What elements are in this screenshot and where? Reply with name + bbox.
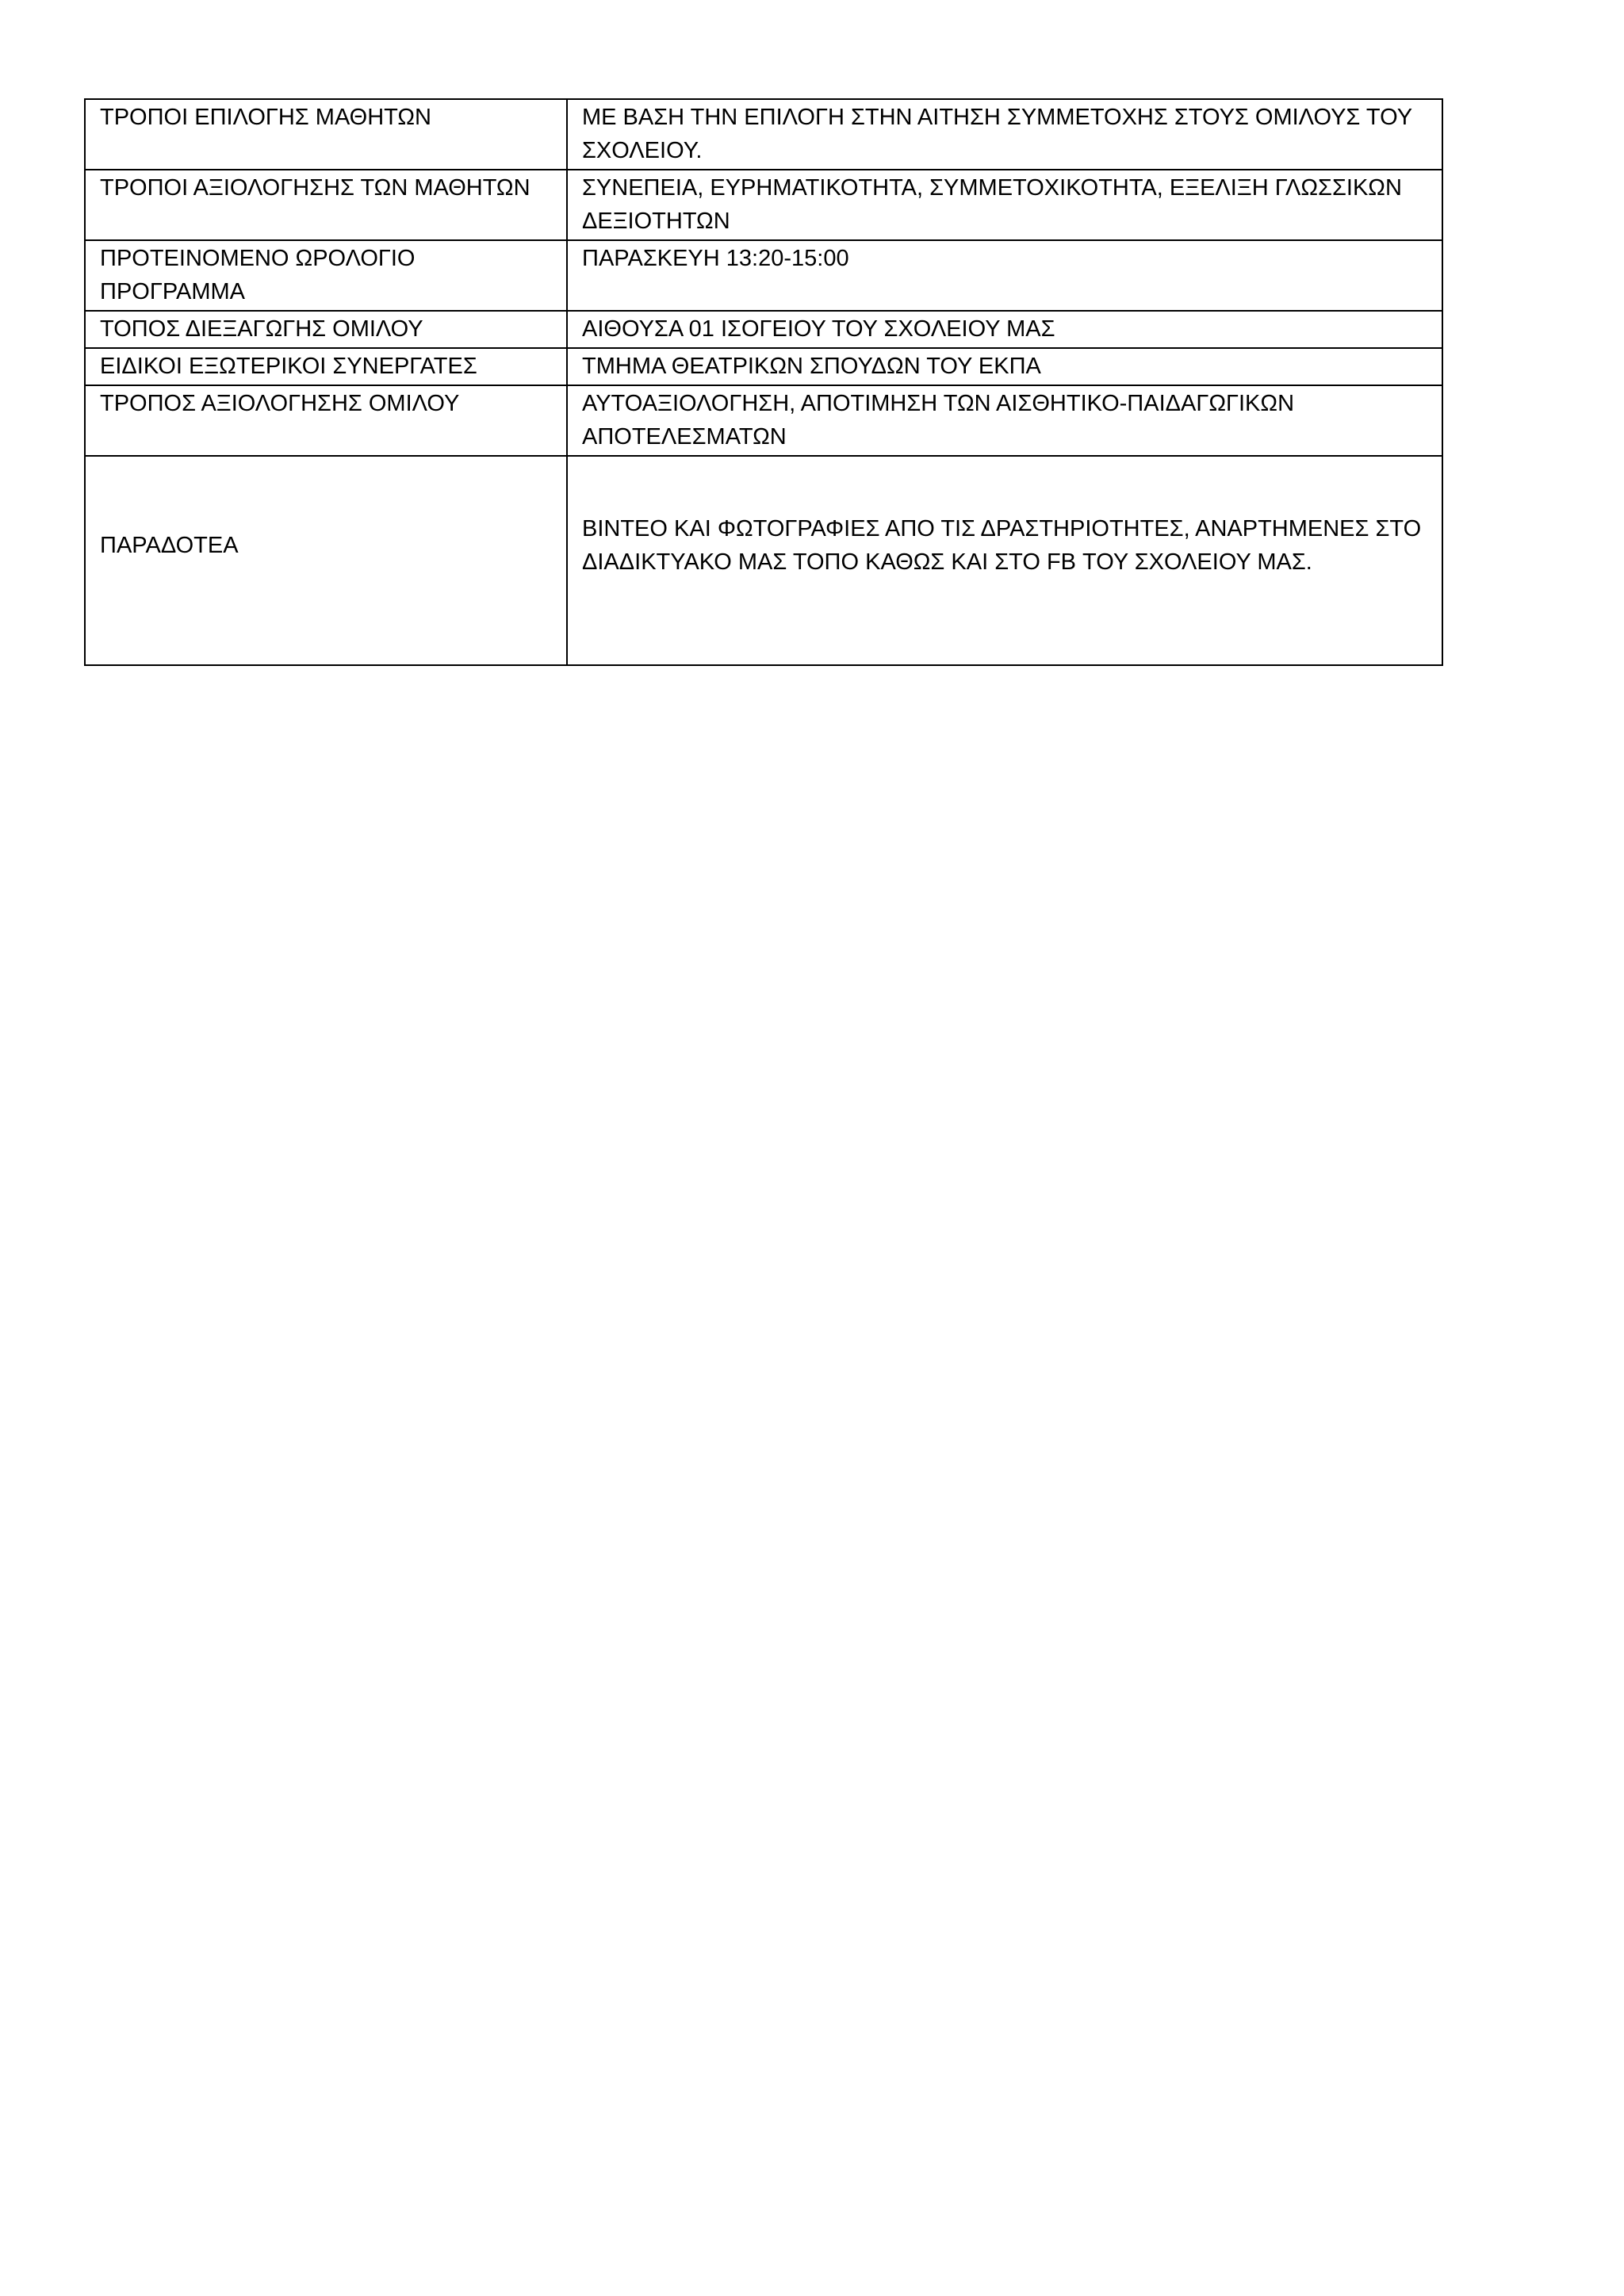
row-value: ΒΙΝΤΕΟ ΚΑΙ ΦΩΤΟΓΡΑΦΙΕΣ ΑΠΟ ΤΙΣ ΔΡΑΣΤΗΡΙΟΤΗΤΕΣ, ΑΝΑΡΤΗΜΕΝΕΣ ΣΤΟ ΔΙΑΔΙΚΤΥΑΚΟ ΜΑΣ ΤΟΠΟ ΚΑΘΩΣ ΚΑΙ ΣΤΟ FB ΤΟΥ ΣΧΟΛΕΙΟΥ ΜΑΣ. — [567, 456, 1442, 665]
table-row — [85, 240, 1442, 311]
table-row — [85, 311, 1442, 348]
club-info-table — [84, 98, 1443, 666]
row-label: ΠΑΡΑΔΟΤΕΑ — [85, 456, 567, 665]
row-value: ΣΥΝΕΠΕΙΑ, ΕΥΡΗΜΑΤΙΚΟΤΗΤΑ, ΣΥΜΜΕΤΟΧΙΚΟΤΗΤΑ, ΕΞΕΛΙΞΗ ΓΛΩΣΣΙΚΩΝ ΔΕΞΙΟΤΗΤΩΝ — [567, 170, 1442, 240]
table-row — [85, 99, 1442, 170]
row-label: ΤΟΠΟΣ ΔΙΕΞΑΓΩΓΗΣ ΟΜΙΛΟΥ — [85, 311, 567, 348]
row-label: ΤΡΟΠΟΙ ΕΠΙΛΟΓΗΣ ΜΑΘΗΤΩΝ — [85, 99, 567, 170]
table-row — [85, 348, 1442, 385]
table-row — [85, 456, 1442, 665]
row-value: ΜΕ ΒΑΣΗ ΤΗΝ ΕΠΙΛΟΓΗ ΣΤΗΝ ΑΙΤΗΣΗ ΣΥΜΜΕΤΟΧΗΣ ΣΤΟΥΣ ΟΜΙΛΟΥΣ ΤΟΥ ΣΧΟΛΕΙΟΥ. — [567, 99, 1442, 170]
row-value: ΑΙΘΟΥΣΑ 01 ΙΣΟΓΕΙΟΥ ΤΟΥ ΣΧΟΛΕΙΟΥ ΜΑΣ — [567, 311, 1442, 348]
row-label: ΤΡΟΠΟΣ ΑΞΙΟΛΟΓΗΣΗΣ ΟΜΙΛΟΥ — [85, 385, 567, 456]
row-label: ΠΡΟΤΕΙΝΟΜΕΝΟ ΩΡΟΛΟΓΙΟ ΠΡΟΓΡΑΜΜΑ — [85, 240, 567, 311]
table-row — [85, 170, 1442, 240]
row-label: ΕΙΔΙΚΟΙ ΕΞΩΤΕΡΙΚΟΙ ΣΥΝΕΡΓΑΤΕΣ — [85, 348, 567, 385]
row-label: ΤΡΟΠΟΙ ΑΞΙΟΛΟΓΗΣΗΣ ΤΩΝ ΜΑΘΗΤΩΝ — [85, 170, 567, 240]
row-value: ΠΑΡΑΣΚΕΥΗ 13:20-15:00 — [567, 240, 1442, 311]
row-value: ΤΜΗΜΑ ΘΕΑΤΡΙΚΩΝ ΣΠΟΥΔΩΝ ΤΟΥ ΕΚΠΑ — [567, 348, 1442, 385]
row-value: ΑΥΤΟΑΞΙΟΛΟΓΗΣΗ, ΑΠΟΤΙΜΗΣΗ ΤΩΝ ΑΙΣΘΗΤΙΚΟ-ΠΑΙΔΑΓΩΓΙΚΩΝ ΑΠΟΤΕΛΕΣΜΑΤΩΝ — [567, 385, 1442, 456]
table-row — [85, 385, 1442, 456]
